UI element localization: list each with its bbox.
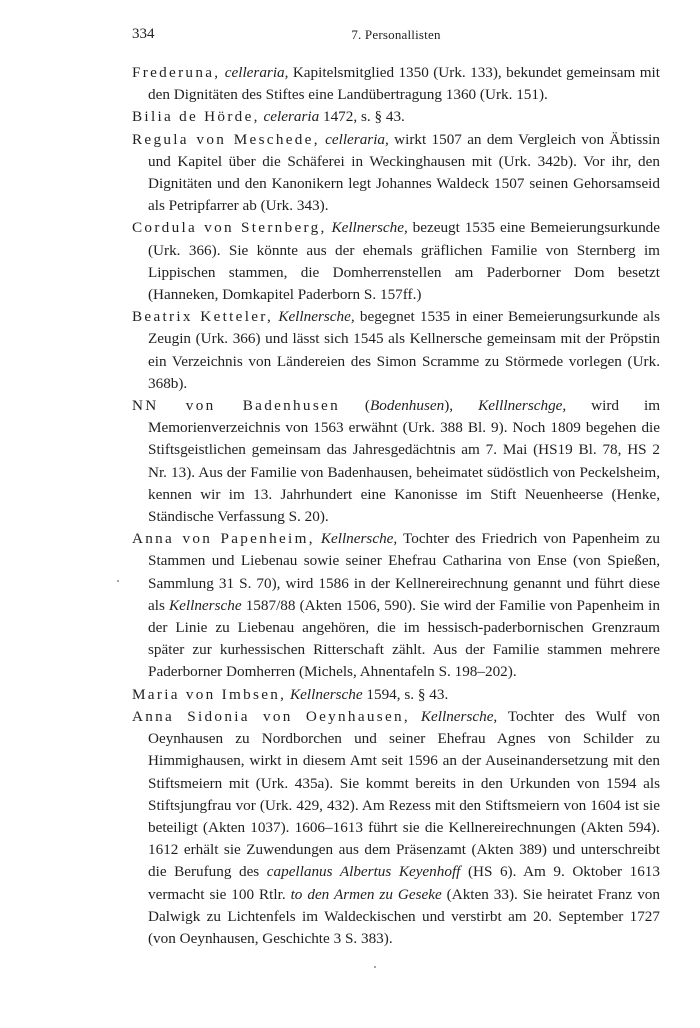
list-entry [132, 306, 660, 395]
entry-text: (Akten 33). Sie heiratet Franz von Dalwigk zu Lichtenfels im Waldeckischen und verstirbt am 20. September 1727 (von Oeynhausen, Geschichte 3 S. 383). [148, 885, 660, 947]
list-entry [132, 528, 660, 683]
entry-name: Beatrix Ketteler, [132, 308, 274, 326]
entry-text: wirkt 1507 an dem Vergleich von Äbtissin und Kapitel über die Schäferei in Weckinghausen mit (Urk. 342b). Vor ihr, den Dignitäten und den Kanonikern legt Johannes Waldeck 1507 seinen Gehorsamseid als Petripfarrer ab (Urk. 343). [148, 130, 660, 215]
entry-name: Cordula von Sternberg, [132, 219, 327, 237]
entry-italic-text: capellanus Albertus Keyenhoff [266, 863, 461, 881]
entry-text [410, 708, 421, 725]
list-entry [132, 706, 660, 950]
entry-name: Maria von Imbsen, [132, 685, 287, 703]
entry-text: Tochter des Friedrich von Papenheim zu Stammen und Liebenau sowie seiner Ehefrau Catharina von Ense (von Spießen, Sammlung 31 S. 70), wird 1586 in der Kellnereirechnung genannt und führt diese als [148, 530, 661, 614]
entry-text: Tochter des Wulf von Oeynhausen zu Nordborchen und seiner Ehefrau Agnes von Schilder zu Himmighausen, wirkt in diesem Amt seit 1596 an der Auseinandersetzung mit den Stiftsmeiern mit (Urk. 435a). Sie kommt bereits in den Urkunden von 1594 als Stiftsjungfrau vor (Urk. 429, 432). Am Rezess mit den Stiftsmeiern von 1604 ist sie beteiligt (Akten 1037). 1606–1613 führt sie die Kellnereirechnungen (Akten 594). 1612 erhält sie Zuwendungen aus dem Präsenzamt (Akten 389) und unterschreibt die Berufung des [148, 707, 660, 881]
list-entry [132, 395, 660, 528]
entry-italic-text: Kelllnerschge, [478, 397, 567, 415]
personnel-list [132, 62, 660, 950]
entry-name: Anna Sidonia von Oeynhausen, [132, 707, 410, 725]
list-entry [132, 129, 660, 218]
entry-italic-text: Bodenhusen [370, 397, 445, 415]
entry-italic-text: to den Armen zu Geseke [290, 885, 442, 903]
entry-italic-text: Kellnersche, [331, 219, 408, 237]
scan-speck [117, 580, 119, 582]
entry-text: 1594, s. § 43. [362, 685, 449, 703]
entry-text: bezeugt 1535 eine Bemeierungsurkunde (Urk. 366). Sie könnte aus der ehemals gräflichen Familie von Sternberg im Lippischen stammen, die Domherrenstellen am Paderborner Dom besetzt (Hanneken, Domkapitel Paderborn S. 157ff.) [148, 219, 661, 304]
page-number: 334 [132, 26, 155, 42]
entry-italic-text: celleraria, [224, 64, 289, 81]
entry-text: ( [339, 397, 370, 415]
entry-text: ), [444, 397, 479, 415]
entry-italic-text: celeraria [263, 108, 320, 126]
entry-text: begegnet 1535 in einer Bemeierungsurkunde als Zeugin (Urk. 366) und lässt sich 1545 als Kellnersche gemeinsam mit der Pröpstin ein Verzeichnis von Ländereien des Simon Scramme zu Störmede vorlegen (Urk. 368b). [148, 308, 660, 392]
entry-text: Kapitelsmitglied 1350 (Urk. 133), bekundet gemeinsam mit den Dignitäten des Stiftes eine Landübertragung 1360 (Urk. 151). [148, 64, 660, 104]
entry-italic-text: Kellnersche [169, 596, 242, 614]
entry-name: Anna von Papenheim, [132, 530, 315, 548]
entry-name: Bilia de Hörde, [132, 108, 260, 126]
entry-text: wird im Memorienverzeichnis von 1563 erwähnt (Urk. 388 Bl. 9). Noch 1809 begehen die Stiftsgeistlichen gemeinsam das Jahresgedächtnis am 7. Mai (HS19 Bl. 78, HS 2 Nr. 13). Aus der Familie von Badenhausen, beheimatet südöstlich von Peckelsheim, kennen wir im 13. Jahrhundert eine Kanonisse im Stift Neuenheerse (Henke, Ständische Verfassung S. 20). [148, 397, 661, 526]
entry-italic-text: celleraria, [325, 130, 389, 148]
list-entry [132, 684, 660, 706]
entry-text: (HS 6). Am 9. Oktober 1613 vermacht sie 100 Rtlr. [148, 863, 660, 903]
entry-text: 1587/88 (Akten 1506, 590). Sie wird der Familie von Papenheim in der Linie zu Liebenau angehören, die im hessisch-paderbornischen Grenzraum später zur kurhessischen Ritterschaft zählt. Aus der Familie stammen mehrere Paderborner Domherren (Michels, Ahnentafeln S. 198–202). [148, 596, 660, 681]
entry-name: Frederuna, [132, 64, 221, 81]
page-header [132, 26, 660, 54]
entry-text: 1472, s. § 43. [319, 108, 405, 126]
entry-italic-text: Kellnersche, [278, 308, 355, 326]
scan-speck [374, 966, 376, 968]
list-entry [132, 106, 660, 128]
running-head: 7. Personallisten [351, 27, 441, 42]
entry-italic-text: Kellnersche, [420, 707, 498, 725]
entry-italic-text: Kellnersche, [320, 530, 398, 548]
list-entry [132, 217, 660, 306]
entry-name: Regula von Meschede, [132, 130, 320, 148]
list-entry [132, 62, 660, 106]
entry-name: NN von Badenhusen [132, 397, 340, 415]
entry-italic-text: Kellnersche [290, 685, 363, 703]
